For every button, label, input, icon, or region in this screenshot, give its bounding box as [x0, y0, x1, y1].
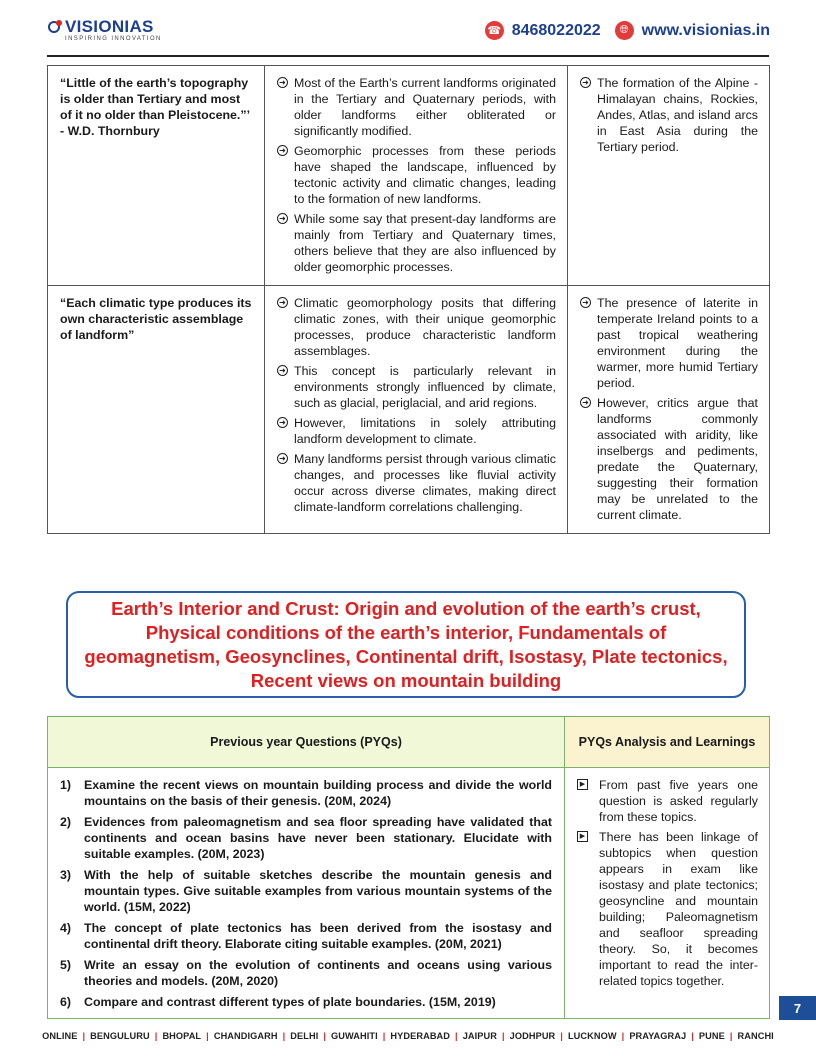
pyq-analysis-header: PYQs Analysis and Learnings [565, 717, 770, 768]
question-text: Evidences from paleomagnetism and sea floor spreading have validated that continents and ocean basins have never been stationary. Elucidate with suitable examples. (20M, 2023) [84, 815, 552, 861]
website-link[interactable]: www.visionias.in [641, 21, 770, 39]
list-item [277, 363, 556, 411]
bullet-text: Climatic geomorphology posits that differing climatic zones, with their unique geomorphic processes, produce characteristic landform assemblages. [294, 296, 556, 358]
logo-name: VISIONIAS [65, 17, 154, 36]
pyq-header-row [48, 717, 770, 768]
question-number: 6) [60, 995, 72, 1009]
arrow-circle-icon: ➜ [277, 213, 288, 224]
question-number: 1) [60, 778, 72, 792]
pyq-table [47, 716, 770, 1019]
list-item [277, 451, 556, 515]
footer-city: BHOPAL [162, 1031, 202, 1041]
logo-mark-icon [48, 21, 62, 35]
arrow-circle-icon: ➜ [277, 77, 288, 88]
logo-tagline: INSPIRING INNOVATION [65, 36, 162, 42]
globe-icon: 🌐︎ [615, 21, 634, 40]
question-number: 2) [60, 815, 72, 829]
section-title: Earth’s Interior and Crust: Origin and evolution of the earth’s crust, Physical conditions of the earth’s interior, Fundamentals of geomagnetism, Geosynclines, Continental drift, Isostasy, Plate tectonics, Recent views on mountain building [84, 597, 728, 691]
bullet-text: The formation of the Alpine - Himalayan chains, Rockies, Andes, Atlas, and island arcs in East Asia during the Tertiary period. [597, 76, 758, 154]
bullet-text: From past five years one question is asked regularly from these topics. [599, 778, 758, 824]
example-cell [568, 286, 770, 534]
footer-city: HYDERABAD [390, 1031, 451, 1041]
page-header [0, 0, 816, 56]
phone-icon: ☎ [485, 21, 504, 40]
play-box-icon: ▶ [577, 831, 588, 842]
list-item [577, 777, 758, 825]
arrow-circle-icon: ➜ [277, 365, 288, 376]
list-item [277, 143, 556, 207]
list-item [277, 211, 556, 275]
arrow-circle-icon: ➜ [277, 297, 288, 308]
pyq-questions-cell [48, 768, 565, 1019]
list-item [60, 920, 552, 952]
list-item [60, 957, 552, 989]
question-number: 5) [60, 958, 72, 972]
list-item [60, 867, 552, 915]
footer-city: GUWAHITI [331, 1031, 378, 1041]
arrow-circle-icon: ➜ [277, 145, 288, 156]
quote-cell [48, 286, 265, 534]
section-title-box [66, 591, 746, 698]
footer-city: LUCKNOW [567, 1031, 617, 1041]
footer-city: RANCHI [737, 1031, 774, 1041]
question-number: 3) [60, 868, 72, 882]
explanation-cell [265, 286, 568, 534]
topics-table [47, 65, 770, 534]
list-item [580, 75, 758, 155]
question-text: Compare and contrast different types of plate boundaries. (15M, 2019) [84, 995, 496, 1009]
footer-city: JAIPUR [462, 1031, 497, 1041]
visionias-logo[interactable] [48, 18, 162, 42]
arrow-circle-icon: ➜ [580, 77, 591, 88]
question-text: Examine the recent views on mountain building process and divide the world mountains on the basis of their genesis. (20M, 2024) [84, 778, 552, 808]
list-item [577, 829, 758, 989]
quote-cell [48, 66, 265, 286]
footer-city: CHANDIGARH [213, 1031, 278, 1041]
bullet-text: There has been linkage of subtopics when question appears in exam like isostasy and plate tectonics; geosyncline and mountain building; Paleomagnetism and seafloor spreading theory. So, it becomes important to read the inter-related topics together. [599, 830, 758, 988]
question-text: With the help of suitable sketches describe the mountain genesis and mountain types. Give suitable examples from various mountain systems of the world. (15M, 2022) [84, 868, 552, 914]
bullet-text: This concept is particularly relevant in environments strongly influenced by climate, such as glacial, periglacial, and arid regions. [294, 364, 556, 410]
footer-city: BENGULURU [90, 1031, 150, 1041]
page-number: 7 [779, 996, 816, 1020]
question-text: The concept of plate tectonics has been derived from the isostasy and continental drift theory. Elaborate citing suitable examples. (20M, 2021) [84, 921, 552, 951]
footer-city: JODHPUR [509, 1031, 556, 1041]
footer-city: DELHI [290, 1031, 319, 1041]
list-item [580, 395, 758, 523]
list-item [277, 415, 556, 447]
arrow-circle-icon: ➜ [277, 453, 288, 464]
list-item [277, 295, 556, 359]
table-row [48, 66, 770, 286]
bullet-text: However, critics argue that landforms commonly associated with aridity, like inselbergs and pediments, predate the Quaternary, suggesting their formation may be unrelated to the current climate. [597, 396, 758, 522]
arrow-circle-icon: ➜ [580, 397, 591, 408]
bullet-text: Geomorphic processes from these periods have shaped the landscape, influenced by tectonic activity and climatic changes, leading to the formation of new landforms. [294, 144, 556, 206]
list-item [277, 75, 556, 139]
footer-city: PUNE [698, 1031, 725, 1041]
header-divider [47, 55, 769, 57]
footer-city: PRAYAGRAJ [629, 1031, 687, 1041]
question-text: Write an essay on the evolution of continents and oceans using various theories and models. (20M, 2020) [84, 958, 552, 988]
list-item [580, 295, 758, 391]
footer-city: ONLINE [42, 1031, 78, 1041]
table-row [48, 286, 770, 534]
bullet-text: However, limitations in solely attributing landform development to climate. [294, 416, 556, 446]
footer-cities: ONLINE | BENGULURU | BHOPAL | CHANDIGARH | DELHI | GUWAHITI | HYDERABAD | JAIPUR | JODHPUR | LUCKNOW | PRAYAGRAJ | PUNE | RANCHI [42, 1031, 774, 1041]
question-number: 4) [60, 921, 72, 935]
phone-number[interactable]: 8468022022 [511, 21, 601, 39]
list-item [60, 814, 552, 862]
quote-text: “Each climatic type produces its own characteristic assemblage of landform” [60, 296, 252, 342]
arrow-circle-icon: ➜ [277, 417, 288, 428]
bullet-text: Many landforms persist through various climatic changes, and processes like fluvial activity occur across diverse climates, making direct climate-landform correlations challenging. [294, 452, 556, 514]
pyq-body-row [48, 768, 770, 1019]
explanation-cell [265, 66, 568, 286]
example-cell [568, 66, 770, 286]
bullet-text: While some say that present-day landforms are mainly from Tertiary and Quaternary times, others believe that they are also influenced by older geomorphic processes. [294, 212, 556, 274]
contact-info [485, 21, 770, 40]
play-box-icon: ▶ [577, 779, 588, 790]
list-item [60, 777, 552, 809]
bullet-text: The presence of laterite in temperate Ireland points to a past tropical weathering environment during the warmer, more humid Tertiary period. [597, 296, 758, 390]
arrow-circle-icon: ➜ [580, 297, 591, 308]
pyq-analysis-cell [565, 768, 770, 1019]
bullet-text: Most of the Earth’s current landforms originated in the Tertiary and Quaternary periods, with older landforms either obliterated or significantly modified. [294, 76, 556, 138]
quote-text: “Little of the earth’s topography is older than Tertiary and most of it no older than Pleistocene.”’ - W.D. Thornbury [60, 76, 250, 138]
list-item [60, 994, 552, 1010]
pyq-questions-header: Previous year Questions (PYQs) [48, 717, 565, 768]
